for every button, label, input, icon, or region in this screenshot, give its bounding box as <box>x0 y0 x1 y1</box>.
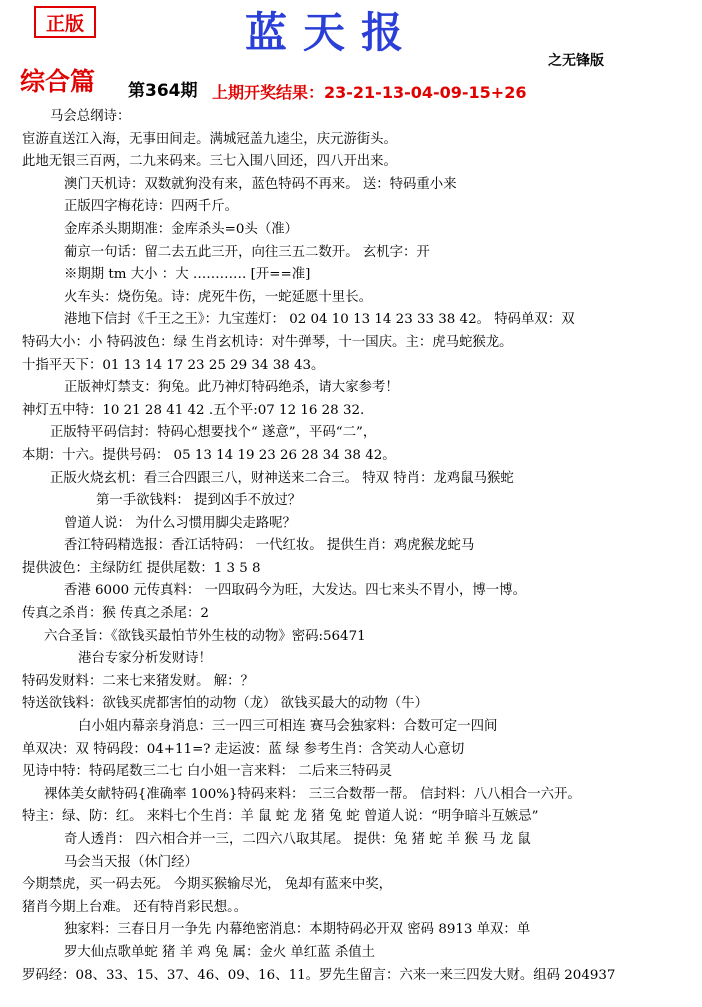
text-line: 正版神灯禁支：狗兔。此乃神灯特码绝杀，请大家参考！ <box>64 380 399 396</box>
text-line: 特主：绿、防：红。 来料七个生肖：羊 鼠 蛇 龙 猪 兔 蛇 曾道人说：“明争暗斗互嫉忌” <box>22 809 539 825</box>
text-line: 火车头：烧伤兔。诗：虎死牛伤，一蛇延愿十里长。 <box>64 289 372 305</box>
text-line: 裸体美女献特码{准确率 100%}特码来料： 三三合数帮一帮。 信封料：八八相合一六开。 <box>44 786 581 802</box>
text-line: 罗码经：08、33、15、37、46、09、16、11。罗先生留言：六来一来三四发大财。组码 204937 <box>22 967 616 983</box>
text-line: 猪肖今期上台难。 还有特肖彩民想。。 <box>22 899 248 915</box>
text-line: 本期：十六。提供号码： 05 13 14 19 23 26 28 34 38 42。 <box>22 447 396 463</box>
text-line: 第一手欲钱料： 提到凶手不放过？ <box>96 493 302 509</box>
text-line: 奇人透肖： 四六相合并一三，二四六八取其尾。 提供：兔 猪 蛇 羊 猴 马 龙 鼠 <box>64 832 531 847</box>
newspaper-title: 蓝天报 <box>245 8 420 57</box>
text-line: 宦游直送江入海，无事田间走。满城冠盖九逵尘，庆元游街头。 <box>22 131 397 147</box>
text-line: 特码发财料：二来七来猪发财。 解：？ <box>22 673 254 689</box>
genuine-edition-stamp: 正版 <box>34 6 96 38</box>
text-line: 香江特码精选报：香江话特码： 一代红妆。 提供生肖：鸡虎猴龙蛇马 <box>64 538 475 554</box>
issue-number: 第364期 <box>128 81 198 101</box>
last-draw-result: 上期开奖结果：23-21-13-04-09-15+26 <box>212 83 527 102</box>
text-line: 此地无银三百两，二九来码来。三七入围八回还，四八开出来。 <box>22 154 397 170</box>
text-line: 特送欲钱料：欲钱买虎都害怕的动物（龙） 欲钱买最大的动物（牛） <box>22 696 428 712</box>
text-line: 马会总纲诗： <box>50 109 131 124</box>
text-line: 十指平天下：01 13 14 17 23 25 29 34 38 43。 <box>22 357 325 373</box>
text-line: 澳门天机诗：双数就狗没有来，蓝色特码不再来。 送：特码重小来 <box>64 176 457 192</box>
text-line: 马会当天报（休门经） <box>64 854 198 870</box>
article-body <box>0 106 702 987</box>
text-line: 独家料：三春日月一争先 内幕绝密消息：本期特码必开双 密码 8913 单双：单 <box>64 922 531 938</box>
text-line: ※期期 tm 大小 ：大 ………… [开==准] <box>64 267 311 283</box>
text-line: 罗大仙点歌单蛇 猪 羊 鸡 兔 属：金火 单红蓝 杀值土 <box>64 944 375 960</box>
text-line: 正版四字梅花诗：四两千斤。 <box>64 199 239 215</box>
text-line: 传真之杀肖：猴 传真之杀尾：2 <box>22 606 209 622</box>
text-line: 曾道人说： 为什么习惯用脚尖走路呢？ <box>64 515 296 531</box>
edition-label: 之无锋版 <box>548 53 604 69</box>
text-line: 葡京一句话：留二去五此三开，向往三五二数开。 玄机字：开 <box>64 244 430 260</box>
text-line: 港台专家分析发财诗！ <box>78 651 212 667</box>
text-line: 正版特平码信封：特码心想要找个“ 遂意”，平码“二”， <box>50 425 377 441</box>
text-line: 金库杀头期期准：金库杀头=0头（准） <box>64 221 298 237</box>
text-line: 神灯五中特：10 21 28 41 42 .五个平:07 12 16 28 32. <box>22 402 365 418</box>
text-line: 单双决：双 特码段：04+11=? 走运波：蓝 绿 参考生肖：含笑动人心意切 <box>22 741 465 757</box>
text-line: 白小姐内幕亲身消息：三一四三可相连 赛马会独家料：合数可定一四间 <box>78 719 498 735</box>
text-line: 今期禁虎，买一码去死。 今期买猴输尽光， 兔却有蓝来中奖， <box>22 877 393 893</box>
text-line: 特码大小：小 特码波色：绿 生肖玄机诗：对牛弹琴，十一国庆。主：虎马蛇猴龙。 <box>22 334 513 350</box>
text-line: 正版火烧玄机：看三合四跟三八，财神送来二合三。 特双 特肖：龙鸡鼠马猴蛇 <box>50 470 514 486</box>
text-line: 港地下信封《千王之王》：九宝莲灯： 02 04 10 13 14 23 33 38 42。 特码单双：双 <box>64 312 575 328</box>
text-line: 见诗中特：特码尾数三二七 白小姐一言来料： 二后来三特码灵 <box>22 764 393 780</box>
text-line: 六合圣旨：《欲钱买最怕节外生枝的动物》密码:56471 <box>44 628 366 644</box>
text-line: 提供波色：主绿防红 提供尾数：1 3 5 8 <box>22 560 261 576</box>
section-title: 综合篇 <box>20 67 96 96</box>
text-line: 香港 6000 元传真料： 一四取码今为旺，大发达。四七来头不胃小，博一博。 <box>64 583 526 599</box>
